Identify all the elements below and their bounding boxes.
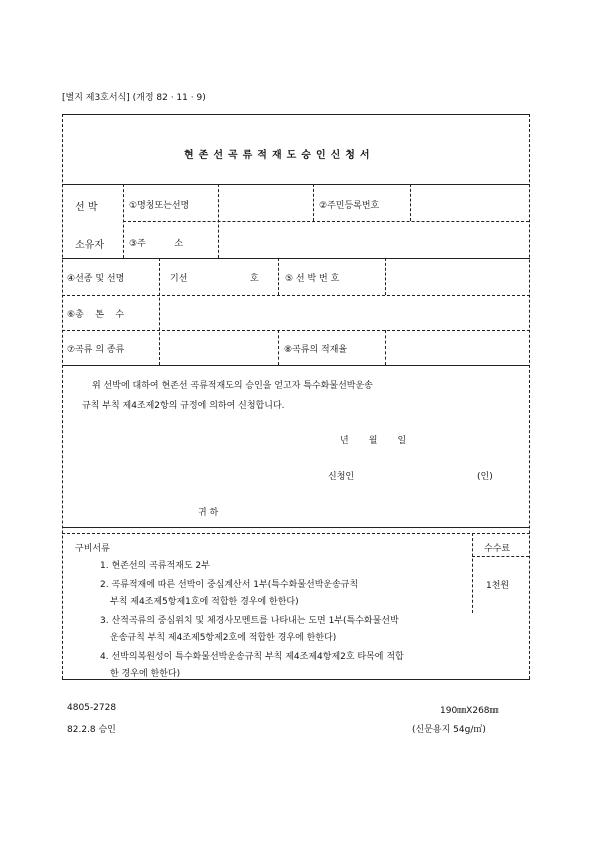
owner-label: 소유자: [75, 240, 104, 251]
ship-type-value: 기선: [170, 274, 188, 284]
ship-number-field[interactable]: [390, 268, 522, 284]
statement-line-2: 규칙 부칙 제4조제2항의 규정에 의하여 신청합니다.: [82, 401, 285, 411]
divider: [62, 365, 530, 366]
paper-type: (신문용지 54g/㎡): [412, 725, 486, 735]
form-title: 현존선곡류적재도승인신청서: [184, 150, 375, 161]
address-field[interactable]: [222, 232, 522, 248]
name-field[interactable]: [222, 196, 310, 212]
required-docs-header: 구비서류: [75, 544, 110, 554]
ship-number-label: ⑤ 선 박 번 호: [285, 274, 340, 284]
fee-value: 1천원: [486, 581, 510, 591]
divider: [123, 221, 529, 222]
doc-item-3-cont: 운송규칙 부칙 제4조제5항제2호에 적합한 경우에 한한다): [110, 633, 337, 643]
ship-label: 선 박: [75, 202, 98, 213]
applicant-label: 신청인: [328, 472, 355, 482]
form-code: 4805-2728: [67, 703, 117, 713]
paper-size: 190㎜X268㎜: [440, 706, 499, 716]
doc-item-2-cont: 부칙 제4조제5항제1호에 적합한 경우에 한한다): [110, 597, 299, 607]
grain-type-label: ⑦곡류 의 종류: [67, 345, 125, 355]
divider: [62, 527, 530, 528]
registration-number-label: ②주민등록번호: [319, 201, 380, 211]
grain-type-field[interactable]: [164, 339, 272, 355]
divider: [62, 258, 530, 259]
doc-item-3: 3. 산적곡류의 중심위치 및 체경사모멘트를 나타내는 도면 1부(특수화물선박: [100, 616, 399, 626]
doc-item-4: 4. 선박의복원성이 특수화물선박운송규칙 부칙 제4조제4항제2호 타목에 적합: [100, 652, 404, 662]
divider: [62, 533, 530, 534]
doc-item-2: 2. 곡류적재에 따른 선박이 중심계산서 1부(특수화물선박운송규칙: [100, 580, 359, 590]
divider: [62, 330, 530, 331]
date-line: 년 월 일: [340, 436, 407, 446]
tonnage-field[interactable]: [164, 304, 524, 320]
loading-rate-label: ⑧곡류의 적재율: [284, 345, 348, 355]
recipient-label: 귀 하: [198, 508, 219, 518]
ship-type-suffix: 호: [250, 274, 259, 284]
name-label: ①명칭또는선명: [129, 201, 190, 211]
approval-date: 82.2.8 승인: [67, 725, 116, 735]
registration-number-field[interactable]: [414, 196, 524, 212]
fee-header: 수수료: [484, 544, 511, 554]
divider: [62, 184, 530, 185]
tonnage-label: ⑥총 톤 수: [67, 310, 125, 320]
doc-item-1: 1. 현존선의 곡류적재도 2부: [100, 561, 210, 571]
doc-item-4-cont: 한 경우에 한한다): [110, 669, 181, 679]
seal-label: (인): [477, 472, 493, 482]
form-reference: [별지 제3호서식] (개정 82 · 11 · 9): [62, 93, 206, 103]
address-label: ③주 소: [129, 239, 184, 249]
statement-line-1: 위 선박에 대하여 현존선 곡류적재도의 승인을 얻고자 특수화물선박운송: [92, 381, 373, 391]
loading-rate-field[interactable]: [390, 339, 522, 355]
ship-type-label: ④선종 및 선명: [67, 274, 125, 284]
divider: [62, 295, 530, 296]
